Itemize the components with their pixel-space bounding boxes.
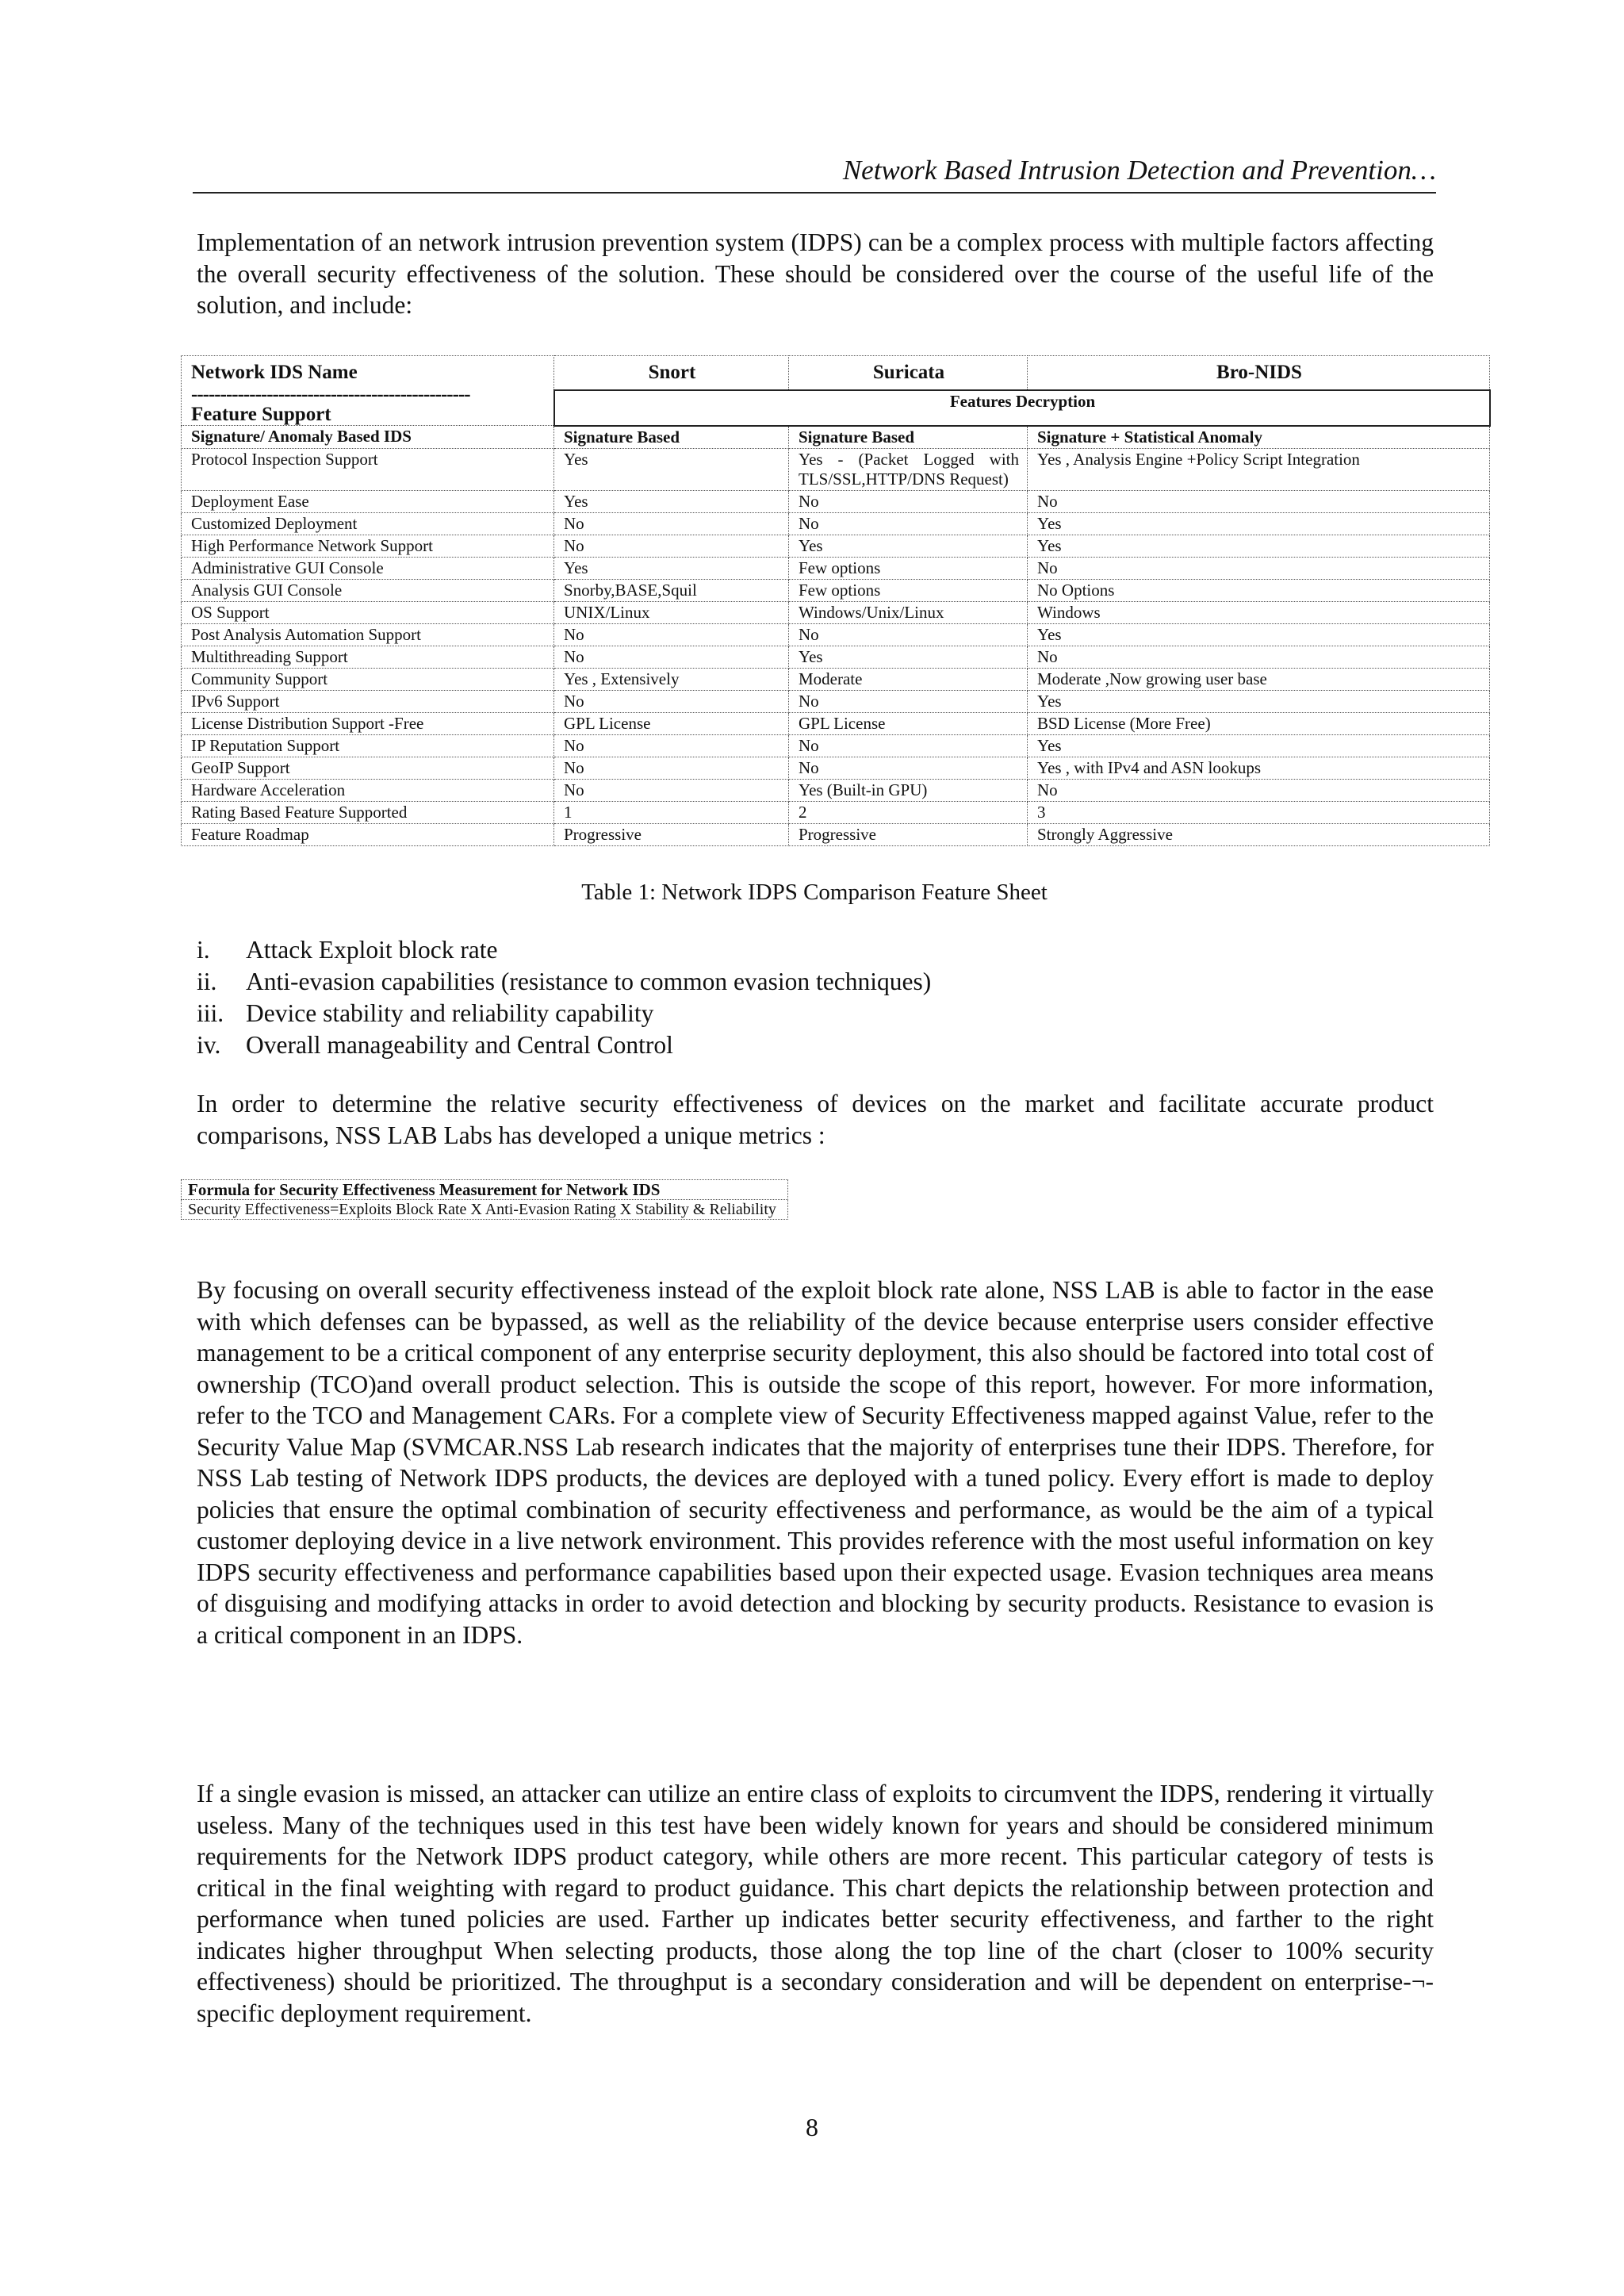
- table-row: [182, 646, 1490, 668]
- list-item: [197, 966, 931, 998]
- feature-value-cell: Yes: [554, 557, 789, 579]
- list-item-number: iv.: [197, 1031, 221, 1059]
- feature-value-cell: GPL License: [789, 712, 1028, 734]
- feature-value-cell: No: [554, 623, 789, 646]
- feature-value-cell: GPL License: [554, 712, 789, 734]
- feature-name-cell: IP Reputation Support: [182, 734, 554, 757]
- table-row: [182, 801, 1490, 823]
- feature-value-cell: No: [789, 490, 1028, 512]
- feature-name-cell: Post Analysis Automation Support: [182, 623, 554, 646]
- list-item-number: iii.: [197, 999, 224, 1027]
- feature-value-cell: No: [554, 734, 789, 757]
- table-row: [182, 448, 1490, 490]
- feature-value-cell: No: [1028, 557, 1490, 579]
- table-row: [182, 734, 1490, 757]
- feature-value-cell: No: [554, 757, 789, 779]
- running-header: Network Based Intrusion Detection and Prevention…: [842, 155, 1436, 186]
- list-item-text: Attack Exploit block rate: [246, 936, 498, 964]
- list-item-number: i.: [197, 936, 210, 964]
- feature-value-cell: No: [554, 779, 789, 801]
- table-row: [182, 757, 1490, 779]
- feature-name-cell: Protocol Inspection Support: [182, 448, 554, 490]
- feature-value-cell: UNIX/Linux: [554, 601, 789, 623]
- feature-value-cell: Yes: [789, 535, 1028, 557]
- feature-value-cell: Strongly Aggressive: [1028, 823, 1490, 845]
- features-description-header: Features Decryption: [554, 390, 1490, 426]
- feature-value-cell: Progressive: [554, 823, 789, 845]
- feature-value-cell: Moderate: [789, 668, 1028, 690]
- feature-value-cell: Yes , Extensively: [554, 668, 789, 690]
- table-row: [182, 579, 1490, 601]
- feature-value-cell: Yes: [1028, 623, 1490, 646]
- feature-value-cell: 1: [554, 801, 789, 823]
- feature-value-cell: Snorby,BASE,Squil: [554, 579, 789, 601]
- security-effectiveness-paragraph: By focusing on overall security effectiveness instead of the exploit block rate alone, NSS LAB is able to factor in the ease with which defenses can be bypassed, as well as the reliability of the device because enterprise users consider effective management to be a critical component of any enterprise security deployment, this also should be factored into total cost of ownership (TCO)and overall product selection. This is outside the scope of this report, however. For more information, refer to the TCO and Management CARs. For a complete view of Security Effectiveness mapped against Value, refer to the Security Value Map (SVMCAR.NSS Lab research indicates that the majority of enterprises tune their IDPS. Therefore, for NSS Lab testing of Network IDPS products, the devices are deployed with a tuned policy. Every effort is made to deploy policies that ensure the optimal combination of security effectiveness and performance, as would be the aim of a typical customer deploying device in a live network environment. This provides reference with the most useful information on key IDPS security effectiveness and performance capabilities based upon their expected usage. Evasion techniques area means of disguising and modifying attacks in order to avoid detection and blocking by security products. Resistance to evasion is a critical component in an IDPS.: [197, 1276, 1434, 1649]
- feature-name-cell: IPv6 Support: [182, 690, 554, 712]
- list-item-number: ii.: [197, 968, 217, 995]
- feature-value-cell: Yes (Built-in GPU): [789, 779, 1028, 801]
- list-item-text: Device stability and reliability capability: [246, 999, 654, 1027]
- feature-value-cell: Yes: [1028, 690, 1490, 712]
- ids-type-snort: Signature Based: [554, 426, 789, 449]
- feature-value-cell: Yes - (Packet Logged with TLS/SSL,HTTP/DNS Request): [789, 448, 1028, 490]
- table-row: [182, 690, 1490, 712]
- feature-name-cell: Analysis GUI Console: [182, 579, 554, 601]
- table-row: [182, 668, 1490, 690]
- feature-value-cell: No: [789, 734, 1028, 757]
- feature-support-label: Feature Support: [191, 404, 331, 425]
- table-row: [182, 823, 1490, 845]
- feature-value-cell: Yes , Analysis Engine +Policy Script Integration: [1028, 448, 1490, 490]
- feature-value-cell: 2: [789, 801, 1028, 823]
- feature-value-cell: Moderate ,Now growing user base: [1028, 668, 1490, 690]
- feature-value-cell: Yes: [1028, 535, 1490, 557]
- ids-type-bro-nids: Signature + Statistical Anomaly: [1028, 426, 1490, 449]
- feature-value-cell: No Options: [1028, 579, 1490, 601]
- feature-value-cell: Windows/Unix/Linux: [789, 601, 1028, 623]
- formula-title: Formula for Security Effectiveness Measurement for Network IDS: [182, 1180, 788, 1200]
- feature-support-header: [182, 390, 554, 426]
- table-row: [182, 623, 1490, 646]
- feature-value-cell: Yes: [1028, 734, 1490, 757]
- ids-name-header: [182, 356, 554, 391]
- feature-value-cell: Progressive: [789, 823, 1028, 845]
- ids-name-label: Network IDS Name: [191, 362, 358, 383]
- ids-type-row: [182, 426, 1490, 449]
- feature-value-cell: No: [1028, 490, 1490, 512]
- list-item: [197, 1029, 931, 1061]
- feature-name-cell: OS Support: [182, 601, 554, 623]
- feature-name-cell: Rating Based Feature Supported: [182, 801, 554, 823]
- ids-type-suricata: Signature Based: [789, 426, 1028, 449]
- feature-name-cell: Hardware Acceleration: [182, 779, 554, 801]
- product-header-bro-nids: Bro-NIDS: [1028, 356, 1490, 391]
- feature-name-cell: Multithreading Support: [182, 646, 554, 668]
- feature-name-cell: GeoIP Support: [182, 757, 554, 779]
- list-item: [197, 934, 931, 966]
- feature-value-cell: No: [554, 535, 789, 557]
- feature-name-cell: Deployment Ease: [182, 490, 554, 512]
- feature-value-cell: Yes: [554, 490, 789, 512]
- header-separator: ------------------------------------------------: [191, 390, 470, 404]
- feature-value-cell: Yes , with IPv4 and ASN lookups: [1028, 757, 1490, 779]
- table-row: [182, 512, 1490, 535]
- table-row: [182, 490, 1490, 512]
- feature-value-cell: No: [789, 623, 1028, 646]
- intro-paragraph: Implementation of an network intrusion prevention system (IDPS) can be a complex process with multiple factors affecting the overall security effectiveness of the solution. These should be considered over the course of the useful life of the solution, and include:: [197, 228, 1434, 319]
- feature-value-cell: Windows: [1028, 601, 1490, 623]
- page-number: 8: [806, 2113, 818, 2141]
- feature-value-cell: Yes: [554, 448, 789, 490]
- feature-value-cell: No: [1028, 646, 1490, 668]
- criteria-list: [197, 934, 931, 1061]
- formula-box: [181, 1179, 788, 1220]
- feature-name-cell: Administrative GUI Console: [182, 557, 554, 579]
- feature-name-cell: Customized Deployment: [182, 512, 554, 535]
- feature-value-cell: No: [554, 690, 789, 712]
- feature-value-cell: Few options: [789, 579, 1028, 601]
- feature-comparison-table: [181, 355, 1491, 846]
- feature-value-cell: 3: [1028, 801, 1490, 823]
- feature-name-cell: High Performance Network Support: [182, 535, 554, 557]
- list-item-text: Overall manageability and Central Control: [246, 1031, 673, 1059]
- table-caption: Table 1: Network IDPS Comparison Feature Sheet: [581, 880, 1048, 905]
- table-header-row: [182, 356, 1490, 391]
- feature-name-cell: Community Support: [182, 668, 554, 690]
- feature-value-cell: BSD License (More Free): [1028, 712, 1490, 734]
- ids-type-label: Signature/ Anomaly Based IDS: [182, 426, 554, 449]
- nss-metrics-paragraph: In order to determine the relative security effectiveness of devices on the market and facilitate accurate product comparisons, NSS LAB Labs has developed a unique metrics :: [197, 1090, 1434, 1149]
- feature-value-cell: No: [789, 757, 1028, 779]
- feature-value-cell: Yes: [1028, 512, 1490, 535]
- list-item-text: Anti-evasion capabilities (resistance to common evasion techniques): [246, 968, 932, 995]
- feature-value-cell: No: [789, 690, 1028, 712]
- table-subheader-row: [182, 390, 1490, 426]
- feature-name-cell: License Distribution Support -Free: [182, 712, 554, 734]
- feature-value-cell: Yes: [789, 646, 1028, 668]
- product-header-suricata: Suricata: [789, 356, 1028, 391]
- table-row: [182, 779, 1490, 801]
- evasion-paragraph: If a single evasion is missed, an attacker can utilize an entire class of exploits to circumvent the IDPS, rendering it virtually useless. Many of the techniques used in this test have been widely known for years and should be considered minimum requirements for the Network IDPS product category, while others are more recent. This particular category of tests is critical in the final weighting with regard to product guidance. This chart depicts the relationship between protection and performance when tuned policies are used. Farther up indicates better security effectiveness, and farther to the right indicates higher throughput When selecting products, those along the top line of the chart (closer to 100% security effectiveness) should be prioritized. The throughput is a secondary consideration and will be dependent on enterprise-¬-specific deployment requirement.: [197, 1780, 1434, 2027]
- formula-text: Security Effectiveness=Exploits Block Rate X Anti-Evasion Rating X Stability & Reliability: [182, 1200, 788, 1220]
- feature-value-cell: Few options: [789, 557, 1028, 579]
- table-row: [182, 535, 1490, 557]
- table-row: [182, 557, 1490, 579]
- feature-value-cell: No: [554, 646, 789, 668]
- header-rule: [193, 192, 1436, 194]
- product-header-snort: Snort: [554, 356, 789, 391]
- feature-value-cell: No: [1028, 779, 1490, 801]
- list-item: [197, 998, 931, 1029]
- feature-value-cell: No: [789, 512, 1028, 535]
- table-row: [182, 601, 1490, 623]
- feature-name-cell: Feature Roadmap: [182, 823, 554, 845]
- feature-value-cell: No: [554, 512, 789, 535]
- table-row: [182, 712, 1490, 734]
